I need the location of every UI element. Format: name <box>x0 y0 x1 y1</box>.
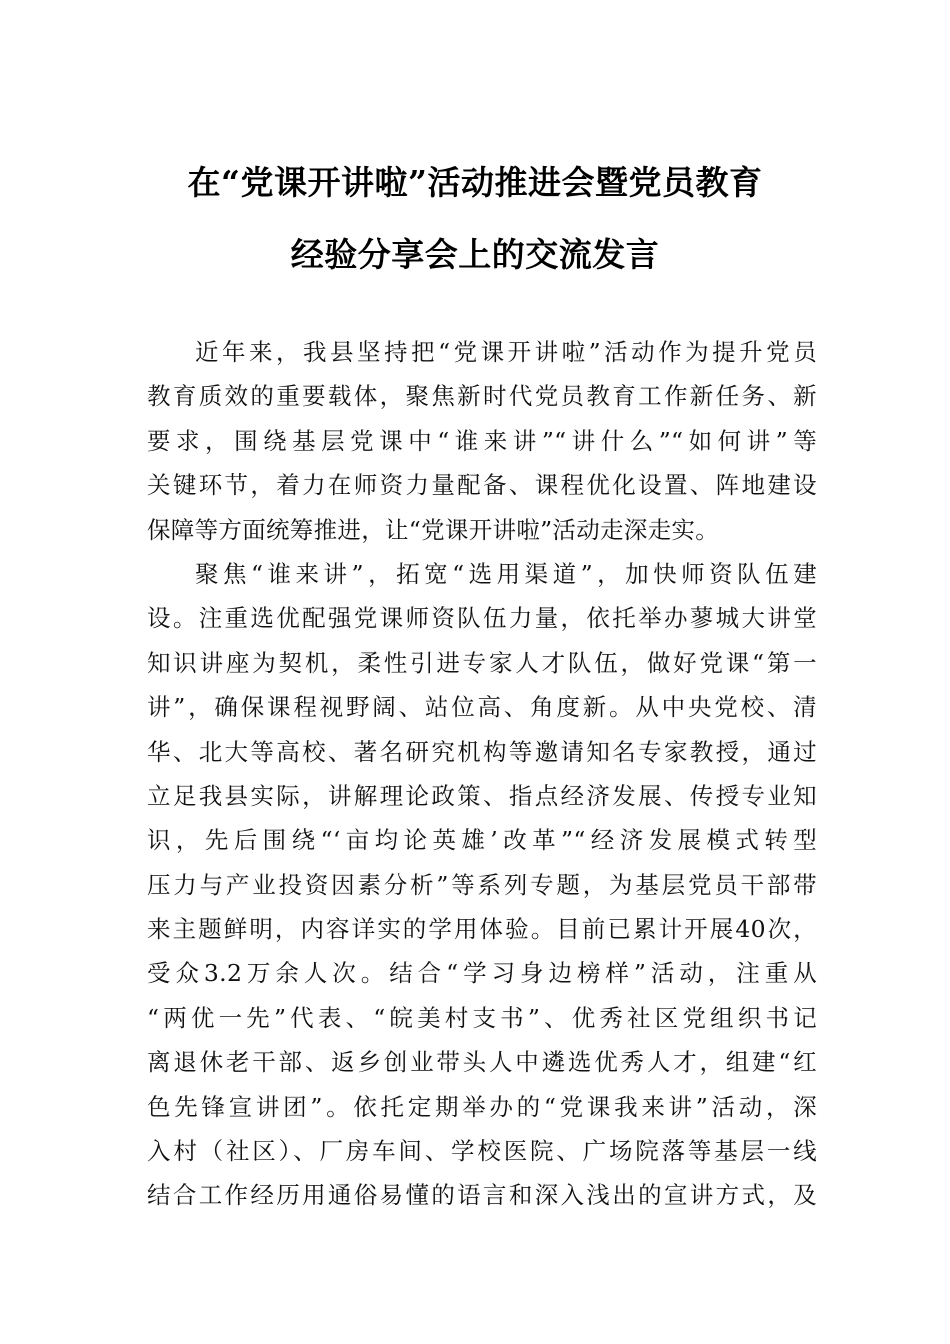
paragraph-line: 色先锋宣讲团”。依托定期举办的“党课我来讲”活动，深 <box>147 1092 817 1121</box>
paragraph-line: 受众3.2万余人次。结合“学习身边榜样”活动，注重从 <box>147 959 817 988</box>
paragraph-line: 知识讲座为契机，柔性引进专家人才队伍，做好党课“第一 <box>147 648 817 677</box>
paragraph-line: 关键环节，着力在师资力量配备、课程优化设置、阵地建设 <box>147 471 817 500</box>
document-title-line-2: 经验分享会上的交流发言 <box>290 235 660 274</box>
paragraph-speakers <box>147 552 817 1218</box>
paragraph-line: 教育质效的重要载体，聚焦新时代党员教育工作新任务、新 <box>147 382 817 411</box>
document-title-line-1: 在“党课开讲啦”活动推进会暨党员教育 <box>187 163 763 202</box>
paragraph-line: 入村（社区）、厂房车间、学校医院、广场院落等基层一线 <box>147 1137 817 1166</box>
paragraph-line: 来主题鲜明，内容详实的学用体验。目前已累计开展40次， <box>147 915 817 944</box>
paragraph-line: 离退休老干部、返乡创业带头人中遴选优秀人才，组建“红 <box>147 1048 817 1077</box>
paragraph-line: 识，先后围绕“‘亩均论英雄’改革”“经济发展模式转型 <box>147 826 817 855</box>
paragraph-line: 华、北大等高校、著名研究机构等邀请知名专家教授，通过 <box>147 737 817 766</box>
paragraph-line: 压力与产业投资因素分析”等系列专题，为基层党员干部带 <box>147 870 817 899</box>
document-body <box>147 330 817 1218</box>
paragraph-line: “两优一先”代表、“皖美村支书”、优秀社区党组织书记 <box>147 1003 817 1032</box>
paragraph-line: 立足我县实际，讲解理论政策、指点经济发展、传授专业知 <box>147 781 817 810</box>
paragraph-line: 结合工作经历用通俗易懂的语言和深入浅出的宣讲方式，及 <box>147 1181 817 1210</box>
paragraph-line: 保障等方面统筹推进，让“党课开讲啦”活动走深走实。 <box>147 515 720 544</box>
paragraph-line: 近年来，我县坚持把“党课开讲啦”活动作为提升党员 <box>195 338 817 366</box>
paragraph-line: 设。注重选优配强党课师资队伍力量，依托举办蓼城大讲堂 <box>147 604 817 633</box>
paragraph-line: 要求，围绕基层党课中“谁来讲”“讲什么”“如何讲”等 <box>147 426 817 455</box>
paragraph-intro <box>147 330 817 552</box>
paragraph-line: 讲”，确保课程视野阔、站位高、角度新。从中央党校、清 <box>147 693 817 722</box>
paragraph-line: 聚焦“谁来讲”，拓宽“选用渠道”，加快师资队伍建 <box>195 559 817 588</box>
